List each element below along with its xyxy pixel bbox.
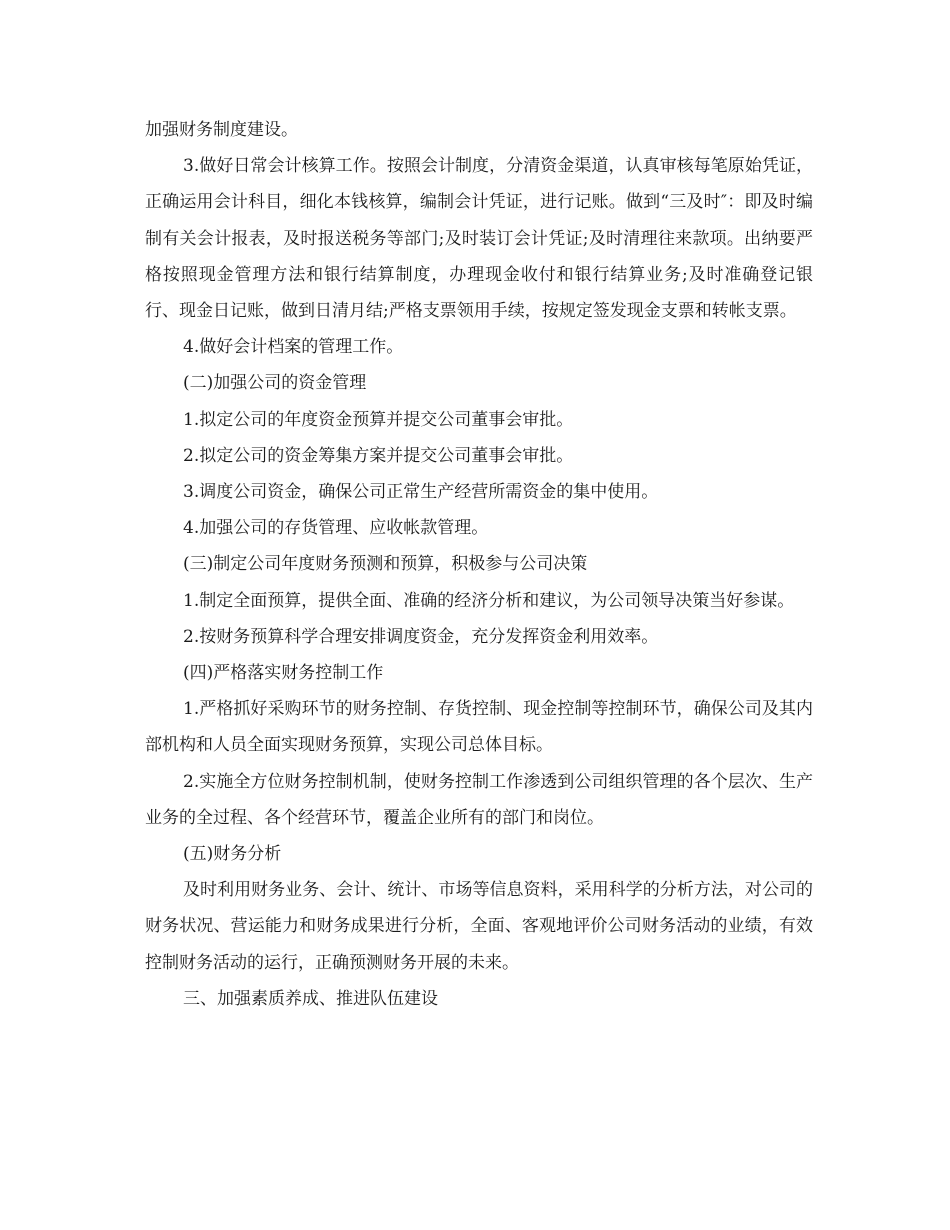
paragraph-annual-budget: 1.拟定公司的年度资金预算并提交公司董事会审批。 bbox=[183, 409, 574, 430]
document-body bbox=[145, 112, 813, 1017]
paragraph-daily-accounting: 3.做好日常会计核算工作。按照会计制度，分清资金渠道，认真审核每笔原始凭证，正确运用会计科目，细化本钱核算，编制会计凭证，进行记账。做到“三及时″：即及时编制有关会计报表，及时报送税务等部门;及时装订会计凭证;及时清理往来款项。出纳要严格按照现金管理方法和银行结算制度，办理现金收付和银行结算业务;及时准确登记银行、现金日记账，做到日清月结;严格支票领用手续，按规定签发现金支票和转帐支票。 bbox=[145, 156, 813, 322]
paragraph-procurement-control: 1.严格抓好采购环节的财务控制、存货控制、现金控制等控制环节，确保公司及其内部机构和人员全面实现财务预算，实现公司总体目标。 bbox=[145, 699, 813, 756]
section-heading-financial-analysis: (五)财务分析 bbox=[183, 844, 282, 865]
paragraph-fund-dispatch: 3.调度公司资金，确保公司正常生产经营所需资金的集中使用。 bbox=[183, 482, 659, 503]
paragraph-inventory-receivables: 4.加强公司的存货管理、应收帐款管理。 bbox=[183, 518, 489, 539]
paragraph-analysis-body: 及时利用财务业务、会计、统计、市场等信息资料，采用科学的分析方法，对公司的财务状况、营运能力和财务成果进行分析，全面、客观地评价公司财务活动的业绩，有效控制财务活动的运行，正确预测财务开展的未来。 bbox=[145, 880, 813, 973]
paragraph-fundraising-plan: 2.拟定公司的资金筹集方案并提交公司董事会审批。 bbox=[183, 445, 574, 466]
section-heading-forecast-budget: (三)制定公司年度财务预测和预算，积极参与公司决策 bbox=[183, 554, 588, 575]
paragraph-fund-efficiency: 2.按财务预算科学合理安排调度资金，充分发挥资金利用效率。 bbox=[183, 626, 659, 647]
section-heading-financial-control: (四)严格落实财务控制工作 bbox=[183, 663, 384, 684]
paragraph-control-mechanism: 2.实施全方位财务控制机制，使财务控制工作渗透到公司组织管理的各个层次、生产业务的全过程、各个经营环节，覆盖企业所有的部门和岗位。 bbox=[145, 771, 813, 828]
section-heading-team-building: 三、加强素质养成、推进队伍建设 bbox=[183, 988, 438, 1009]
paragraph-continuation: 加强财务制度建设。 bbox=[145, 120, 298, 140]
paragraph-comprehensive-budget: 1.制定全面预算，提供全面、准确的经济分析和建议，为公司领导决策当好参谋。 bbox=[183, 590, 795, 611]
section-heading-fund-management: (二)加强公司的资金管理 bbox=[183, 373, 367, 394]
paragraph-archive-management: 4.做好会计档案的管理工作。 bbox=[183, 337, 404, 358]
